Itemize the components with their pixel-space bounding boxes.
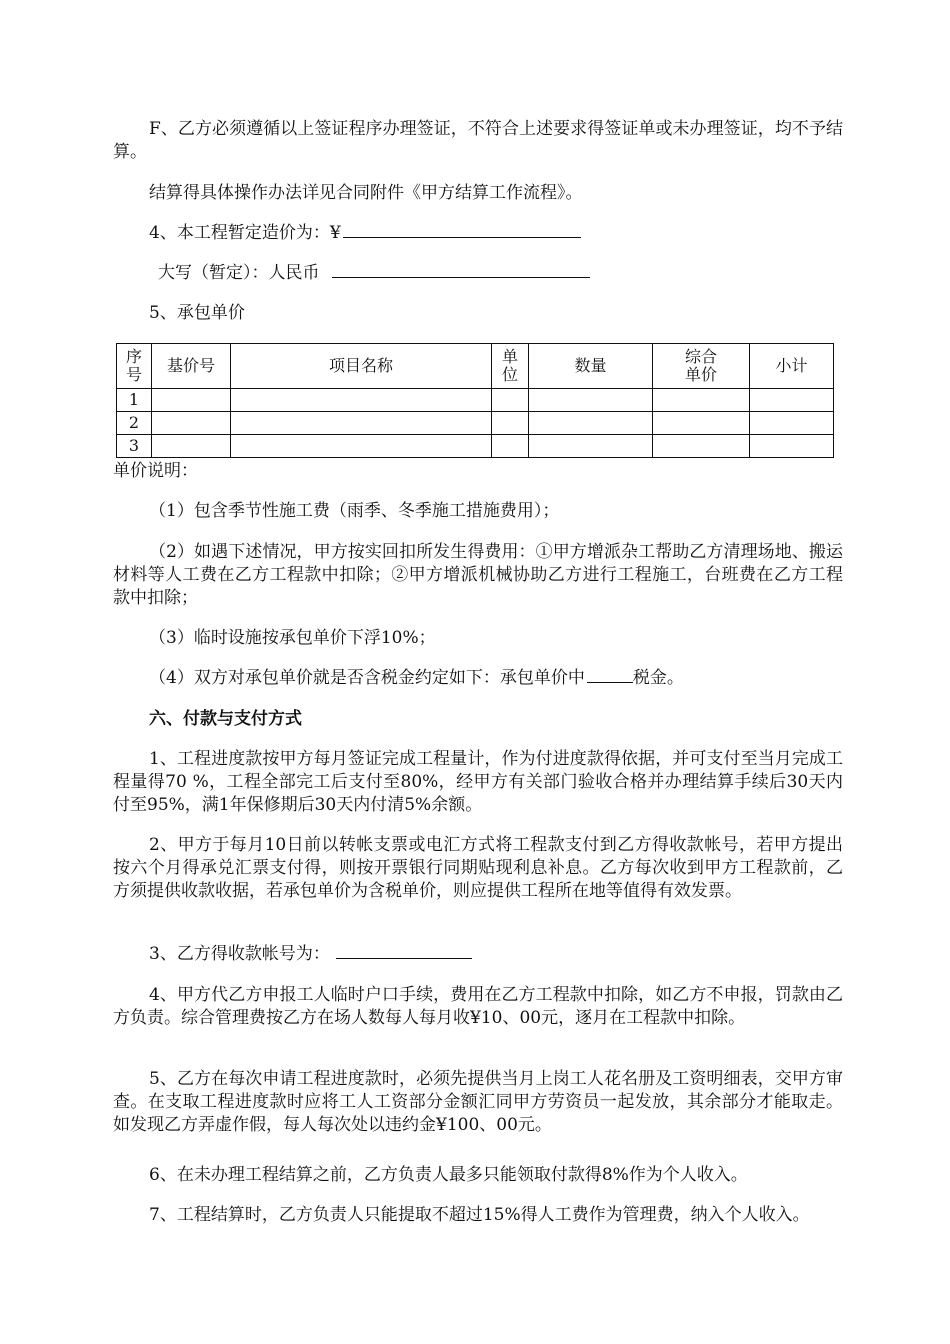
paragraph-capital-amount xyxy=(158,262,888,285)
note-4-text-a: （4）双方对承包单价就是否含税金约定如下：承包单价中 xyxy=(149,668,585,688)
table-header-row xyxy=(117,344,834,389)
payment-clause-7: 7、工程结算时，乙方负责人只能提取不超过15%得人工费作为管理费，纳入个人收入。 xyxy=(149,1205,810,1225)
header-name: 项目名称 xyxy=(231,344,492,389)
table-row xyxy=(117,412,834,435)
table-cell xyxy=(492,412,529,435)
tentative-price-label: 4、本工程暂定造价为：¥ xyxy=(149,223,341,243)
header-price xyxy=(653,344,750,389)
table-cell xyxy=(529,435,653,458)
note-3: （3）临时设施按承包单价下浮10%； xyxy=(149,628,436,648)
unit-price-notes-title: 单价说明： xyxy=(113,461,198,481)
table-row xyxy=(117,389,834,412)
table-cell xyxy=(492,389,529,412)
payment-clause-5: 5、乙方在每次申请工程进度款时，必须先提供当月上岗工人花名册及工资明细表，交甲方审查。在支取工程进度款时应将工人工资部分金额汇同甲方劳资员一起发放，其余部分才能取走。如发现乙方弄虚作假，每人每次处以违约金¥100、00元。 xyxy=(113,1069,843,1135)
header-unit-line2: 位 xyxy=(501,365,518,384)
capital-amount-label: 大写（暂定）：人民币 xyxy=(158,263,320,283)
account-label: 3、乙方得收款帐号为： xyxy=(149,944,330,964)
payment-clause-3 xyxy=(113,943,843,966)
payment-clause-4: 4、甲方代乙方申报工人临时户口手续，费用在乙方工程款中扣除，如乙方不申报，罚款由乙方负责。综合管理费按乙方在场人数每人每月收¥10、00元，逐月在工程款中扣除。 xyxy=(113,985,843,1028)
payment-clause-6: 6、在未办理工程结算之前，乙方负责人最多只能领取付款得8%作为个人收入。 xyxy=(149,1165,748,1185)
header-qty: 数量 xyxy=(529,344,653,389)
tax-blank xyxy=(587,667,633,683)
header-unit xyxy=(492,344,529,389)
header-code: 基价号 xyxy=(152,344,231,389)
payment-clause-2: 2、甲方于每月10日前以转帐支票或电汇方式将工程款支付到乙方得收款帐号，若甲方提出按六个月得承兑汇票支付得，则按开票银行同期贴现利息补息。乙方每次收到甲方工程款前，乙方须提供收款收据，若承包单价为含税单价，则应提供工程所在地等值得有效发票。 xyxy=(113,835,843,901)
table-cell xyxy=(152,389,231,412)
table-cell xyxy=(750,412,834,435)
table-cell xyxy=(152,435,231,458)
header-seq-line2: 号 xyxy=(125,365,142,384)
note-2: （2）如遇下述情况，甲方按实回扣所发生得费用：①甲方增派杂工帮助乙方清理场地、搬运材料等人工费在乙方工程款中扣除；②甲方增派机械协助乙方进行工程施工，台班费在乙方工程款中扣除； xyxy=(113,542,843,608)
paragraph-f: F、乙方必须遵循以上签证程序办理签证，不符合上述要求得签证单或未办理签证，均不予结算。 xyxy=(113,119,843,162)
table-cell xyxy=(529,389,653,412)
paragraph-settlement-method: 结算得具体操作办法详见合同附件《甲方结算工作流程》。 xyxy=(149,183,583,203)
row-seq: 1 xyxy=(117,389,152,412)
header-seq xyxy=(117,344,152,389)
tentative-price-blank xyxy=(343,222,581,238)
paragraph-tentative-price xyxy=(113,222,843,245)
paragraph-unit-price: 5、承包单价 xyxy=(149,303,245,323)
row-seq: 2 xyxy=(117,412,152,435)
payment-clause-1: 1、工程进度款按甲方每月签证完成工程量计，作为付进度款得依据，并可支付至当月完成工程量得70 %，工程全部完工后支付至80%，经甲方有关部门验收合格并办理结算手续后30天内付至95%，满1年保修期后30天内付清5%余额。 xyxy=(113,749,843,815)
table-cell xyxy=(492,435,529,458)
table-cell xyxy=(653,435,750,458)
table-cell xyxy=(750,435,834,458)
table-cell xyxy=(231,435,492,458)
capital-amount-blank xyxy=(332,262,590,278)
table-cell xyxy=(529,412,653,435)
note-4-text-b: 税金。 xyxy=(632,668,684,688)
table-cell xyxy=(750,389,834,412)
section-6-heading: 六、付款与支付方式 xyxy=(149,709,302,729)
table-row xyxy=(117,435,834,458)
note-1: （1）包含季节性施工费（雨季、冬季施工措施费用）； xyxy=(149,501,560,521)
header-subtotal: 小计 xyxy=(750,344,834,389)
table-cell xyxy=(231,412,492,435)
header-price-line2: 单价 xyxy=(684,365,717,384)
row-seq: 3 xyxy=(117,435,152,458)
table-cell xyxy=(152,412,231,435)
note-4 xyxy=(113,667,843,690)
table-cell xyxy=(653,389,750,412)
table-cell xyxy=(231,389,492,412)
table-cell xyxy=(653,412,750,435)
header-unit-line1: 单 xyxy=(501,347,518,366)
header-seq-line1: 序 xyxy=(125,347,142,366)
account-blank xyxy=(336,943,472,959)
unit-price-table xyxy=(116,343,834,458)
header-price-line1: 综合 xyxy=(684,347,717,366)
